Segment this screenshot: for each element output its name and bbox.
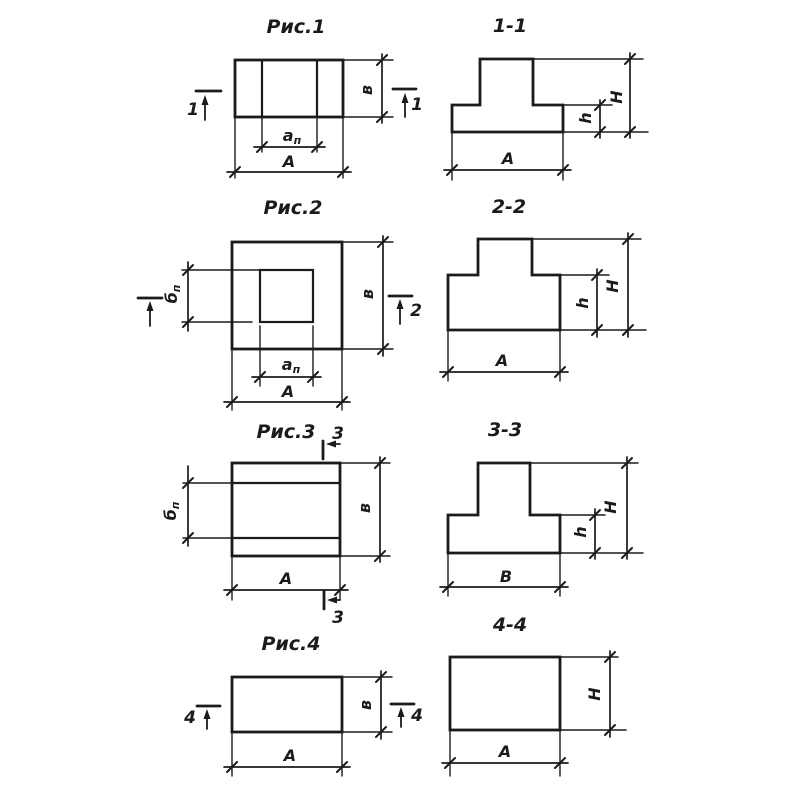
fig2-inner-rect (260, 270, 313, 322)
section-3-3-dim-b-label: В (499, 567, 513, 586)
section-1-1-dim-a (444, 149, 571, 175)
fig2-dim-b-label: в (358, 288, 377, 300)
fig3-dim-b (355, 457, 385, 562)
fig3-inner-lines (232, 483, 340, 538)
section-arrow-up-icon (204, 709, 211, 719)
section-4-4-title: 4-4 (492, 614, 528, 636)
section-4-4 (442, 614, 626, 776)
section-1-1-profile (452, 59, 563, 132)
section-1-1-dim-H (607, 53, 635, 138)
fig3-dim-bp-label: бп (161, 501, 182, 521)
fig1-dim-ap (254, 126, 325, 152)
fig1-inner-lines (262, 60, 317, 117)
fig4-dim-a (224, 746, 350, 772)
fig3-dim-bp (161, 466, 193, 546)
section-2-2-profile (448, 239, 560, 330)
section-2-2-dim-a-label: А (495, 351, 509, 370)
fig4-dim-b (356, 671, 386, 739)
section-1-1-dim-H-label: Н (607, 90, 626, 104)
fig1-extension-lines (235, 60, 393, 178)
section-2-2-dim-a (440, 351, 568, 377)
section-arrow-up-icon (402, 93, 409, 103)
fig1-mark-left-number: 1 (187, 100, 199, 120)
fig2-dim-ap (252, 355, 321, 382)
fig2-dim-bp (162, 262, 193, 331)
section-1-1-dim-a-label: А (501, 149, 515, 168)
section-arrow-up-icon (398, 707, 405, 717)
fig3-mark-bottom-number: 3 (332, 608, 344, 628)
fig4-dim-a-label: А (283, 746, 297, 765)
fig2-dim-bp-label: бп (162, 284, 183, 304)
fig2-title: Рис.2 (263, 197, 323, 219)
section-2-2-dim-H-label: Н (603, 279, 622, 293)
fig1-dim-a (227, 152, 351, 177)
fig1-plan-rect (235, 60, 343, 117)
fig2-outer-rect (232, 242, 342, 349)
section-2-2-dim-H (603, 233, 633, 337)
fig2-dim-a (224, 382, 350, 407)
section-arrow-up-icon (202, 95, 209, 105)
section-4-4-extension-lines (450, 657, 626, 776)
section-arrow-up-icon (147, 301, 154, 311)
section-2-2-dim-h-label: h (573, 297, 592, 309)
section-3-3-profile (448, 463, 560, 553)
section-1-1 (444, 15, 648, 180)
fig3-section-mark-top (323, 424, 344, 459)
fig1-dim-b (357, 54, 387, 123)
section-1-1-dim-h-label: h (576, 112, 595, 124)
section-4-4-dim-H (585, 651, 615, 737)
fig1-section-mark-right (393, 89, 423, 117)
section-3-3-dim-H (601, 457, 632, 559)
section-3-3-title: 3-3 (487, 419, 523, 441)
fig1-section-mark-left (187, 91, 221, 120)
section-3-3-dim-h-label: h (571, 526, 590, 538)
section-2-2-dim-h (573, 269, 602, 337)
section-2-2 (440, 196, 646, 381)
section-4-4-dim-a (442, 742, 568, 768)
fig4-plan-rect (232, 677, 342, 732)
fig1-plan (187, 16, 423, 178)
fig3-dim-a (224, 569, 348, 595)
fig3-dim-b-label: в (355, 502, 374, 514)
fig3-plan-rect (232, 463, 340, 556)
section-arrow-up-icon (397, 299, 404, 309)
fig4-dim-b-label: в (356, 699, 375, 711)
fig1-dim-ap-label: ап (282, 126, 302, 147)
fig1-dim-a-label: А (282, 152, 296, 171)
fig4-mark-left-number: 4 (184, 708, 196, 728)
fig4-plan (183, 633, 423, 776)
fig2-section-mark-right (389, 296, 422, 324)
section-2-2-title: 2-2 (491, 196, 527, 218)
fig1-title: Рис.1 (266, 16, 326, 38)
fig3-plan (161, 421, 390, 628)
fig3-section-mark-bottom (324, 591, 344, 628)
section-arrow-left-icon (327, 597, 337, 604)
section-3-3 (440, 419, 643, 596)
fig2-dim-a-label: А (281, 382, 295, 401)
section-4-4-profile (450, 657, 560, 730)
section-4-4-dim-H-label: Н (585, 687, 604, 701)
fig3-dim-a-label: А (279, 569, 293, 588)
section-3-3-dim-H-label: Н (601, 500, 620, 514)
section-3-3-dim-h (571, 509, 600, 559)
fig2-mark-right-number: 2 (410, 301, 422, 321)
fig1-dim-b-label: в (357, 84, 376, 96)
fig4-title: Рис.4 (261, 633, 321, 655)
fig4-section-mark-right (391, 704, 423, 727)
fig2-dim-b (358, 236, 388, 356)
section-4-4-dim-a-label: А (498, 742, 512, 761)
fig1-mark-right-number: 1 (411, 95, 423, 115)
fig2-dim-ap-label: ап (281, 355, 301, 376)
fig4-section-mark-left (183, 706, 220, 729)
section-1-1-title: 1-1 (492, 15, 528, 37)
fig3-mark-top-number: 3 (332, 424, 344, 444)
fig2-section-mark-left (138, 298, 162, 326)
section-3-3-dim-b (440, 567, 568, 592)
fig4-mark-right-number: 4 (411, 706, 423, 726)
fig4-extension-lines (232, 677, 392, 776)
fig3-title: Рис.3 (256, 421, 316, 443)
fig2-plan (138, 197, 422, 410)
